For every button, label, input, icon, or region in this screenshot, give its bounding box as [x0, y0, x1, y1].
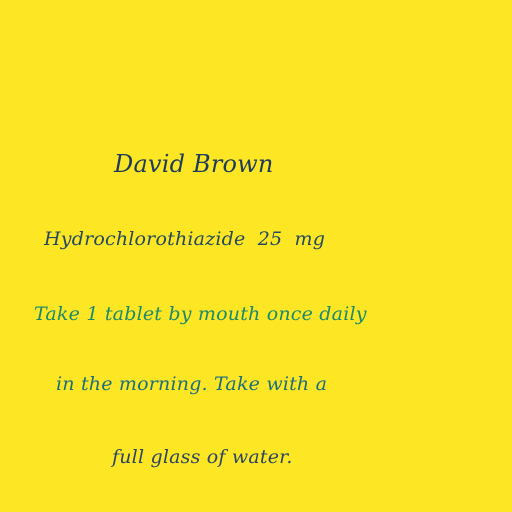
- instruction-line-3: full glass of water.: [112, 446, 293, 468]
- medication-name: Hydrochlorothiazide 25 mg: [44, 228, 326, 250]
- patient-name: David Brown: [114, 150, 274, 178]
- instruction-line-2: in the morning. Take with a: [56, 373, 328, 395]
- instruction-line-1: Take 1 tablet by mouth once daily: [34, 303, 367, 325]
